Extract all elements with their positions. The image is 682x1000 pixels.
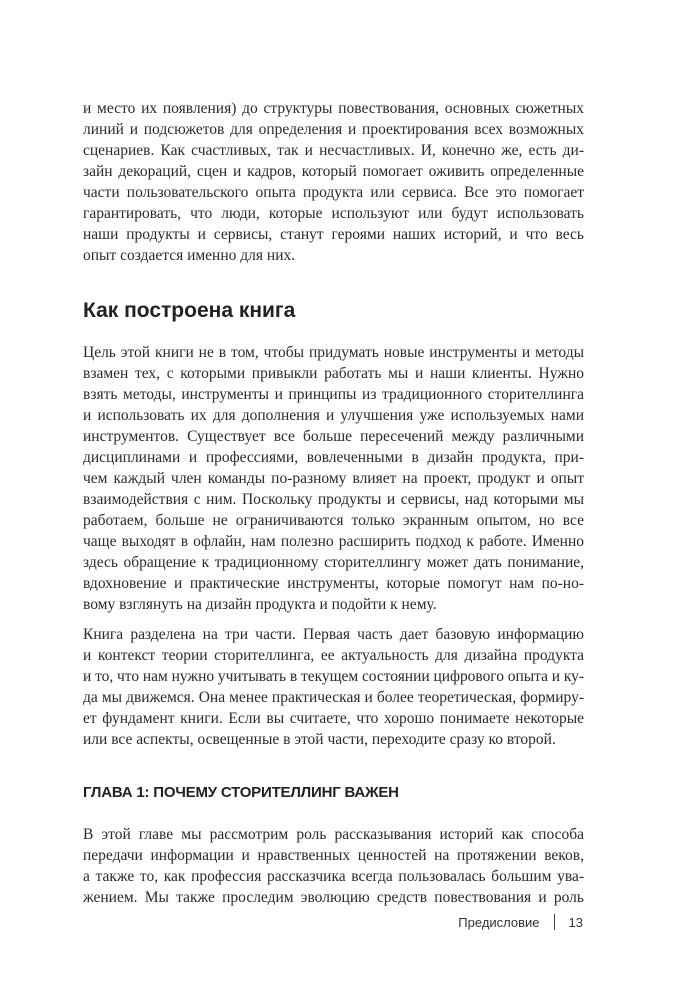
text-line-content: ет фундамент книги. Если вы считаете, что хорошо понимаете некоторые (83, 710, 584, 727)
chapter-heading: ГЛАВА 1: ПОЧЕМУ СТОРИТЕЛЛИНГ ВАЖЕН (83, 784, 399, 801)
text-line (83, 245, 584, 266)
text-line (83, 489, 584, 510)
text-line-content: чем каждый член команды по-разному влияет на проект, продукт и опыт (83, 470, 584, 487)
running-header: Предисловие (458, 914, 540, 930)
text-line-content: опыт создается именно для них. (83, 247, 296, 264)
text-line-content: инструментов. Существует все больше пересечений между различными (83, 428, 584, 445)
text-line (83, 140, 584, 161)
text-line-content: жением. Мы также проследим эволюцию средств повествования и роль (83, 889, 584, 906)
paragraph-1 (83, 98, 584, 266)
text-line (83, 645, 584, 666)
text-line-content: взять методы, инструменты и принципы из традиционного сторителлинга (83, 386, 584, 403)
text-line-content: чаще выходят в офлайн, нам полезно расширить подход к работе. Именно (83, 533, 584, 550)
text-line-content: взамен тех, с которыми привыкли работать мы и наши клиенты. Нужно (83, 365, 584, 382)
paragraph-3 (83, 624, 584, 750)
text-line (83, 687, 584, 708)
text-line (83, 203, 584, 224)
text-line (83, 531, 584, 552)
divider (554, 914, 555, 930)
text-line (83, 866, 584, 887)
text-line-content: В этой главе мы рассмотрим роль рассказывания историй как способа (83, 826, 584, 843)
text-line (83, 845, 584, 866)
text-line (83, 729, 584, 750)
text-line-content: а также то, как профессия рассказчика всегда пользовалась большим ува- (83, 868, 584, 885)
text-line-content: вому взглянуть на дизайн продукта и подойти к нему. (83, 596, 437, 613)
text-line-content: Цель этой книги не в том, чтобы придумать новые инструменты и методы (83, 344, 584, 361)
text-line-content: здесь обращение к традиционному сторителлингу может дать понимание, (83, 554, 584, 571)
text-line (83, 98, 584, 119)
text-line-content: да мы движемся. Она менее практическая и более теоретическая, формиру- (83, 689, 584, 706)
text-line (83, 182, 584, 203)
text-line (83, 405, 584, 426)
text-line-content: работаем, больше не ограничиваются только экранным опытом, но все (83, 512, 584, 529)
text-line-content: и контекст теории сторителлинга, ее актуальность для дизайна продукта (83, 647, 584, 664)
text-line (83, 161, 584, 182)
paragraph-4 (83, 824, 584, 908)
text-line-content: зайн декораций, сцен и кадров, который помогает оживить определенные (83, 163, 584, 180)
text-line (83, 666, 584, 687)
section-heading: Как построена книга (83, 299, 296, 322)
text-line (83, 119, 584, 140)
text-line-content: части пользовательского опыта продукта или сервиса. Все это помогает (83, 184, 584, 201)
text-line (83, 552, 584, 573)
text-line-content: наши продукты и сервисы, станут героями наших историй, и что весь (83, 226, 584, 243)
text-line (83, 887, 584, 908)
text-line (83, 510, 584, 531)
text-line (83, 426, 584, 447)
text-line-content: передачи информации и нравственных ценностей на протяжении веков, (83, 847, 584, 864)
text-line-content: вдохновение и практические инструменты, которые помогут нам по-но- (83, 575, 584, 592)
text-line (83, 708, 584, 729)
text-line-content: Книга разделена на три части. Первая часть дает базовую информацию (83, 626, 584, 643)
text-line (83, 824, 584, 845)
text-line (83, 573, 584, 594)
text-line (83, 447, 584, 468)
text-line-content: или все аспекты, освещенные в этой части, переходите сразу ко второй. (83, 731, 556, 748)
page-number: 13 (568, 914, 583, 930)
text-line (83, 342, 584, 363)
text-line (83, 224, 584, 245)
page-footer (458, 914, 583, 930)
text-line (83, 468, 584, 489)
text-line (83, 384, 584, 405)
text-line-content: и место их появления) до структуры повествования, основных сюжетных (83, 100, 584, 117)
text-line (83, 624, 584, 645)
text-line (83, 594, 584, 615)
text-line-content: сценариев. Как счастливых, так и несчастливых. И, конечно же, есть ди- (83, 142, 584, 159)
text-line-content: гарантировать, что люди, которые используют или будут использовать (83, 205, 584, 222)
text-line-content: и то, что нам нужно учитывать в текущем состоянии цифрового опыта и ку- (83, 668, 584, 685)
paragraph-2 (83, 342, 584, 615)
text-line-content: взаимодействия с ним. Поскольку продукты и сервисы, над которыми мы (83, 491, 584, 508)
text-line (83, 363, 584, 384)
text-line-content: дисциплинами и профессиями, вовлеченными в дизайн продукта, при- (83, 449, 584, 466)
text-line-content: линий и подсюжетов для определения и проектирования всех возможных (83, 121, 584, 138)
text-line-content: и использовать их для дополнения и улучшения уже используемых нами (83, 407, 584, 424)
